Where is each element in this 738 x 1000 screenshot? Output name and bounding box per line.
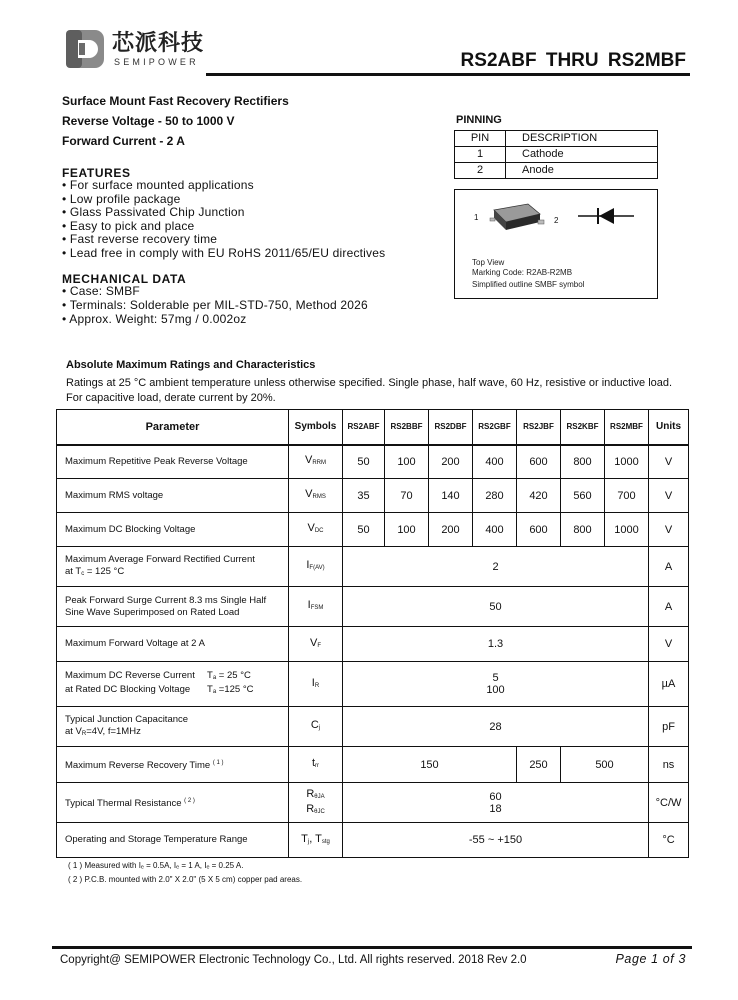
part-header: RS2KBF xyxy=(561,410,605,445)
row-symbol: $I_{F(AV)}$ xyxy=(289,547,343,587)
table-row xyxy=(57,783,689,823)
row-symbol: $I_R$ xyxy=(289,662,343,707)
row-value: -55 ~ +150 xyxy=(343,823,649,858)
row-unit: µA xyxy=(649,662,689,707)
header-rule xyxy=(206,73,690,76)
row-value: 140 xyxy=(429,479,473,513)
parameter-header: Parameter xyxy=(57,410,289,445)
pin-number: 2 xyxy=(455,163,506,179)
row-parameter: Maximum Reverse Recovery Time $^{( 1 )}$ xyxy=(57,747,289,783)
row-value: 200 xyxy=(429,513,473,547)
table-row xyxy=(57,747,689,783)
feature-item: • Glass Passivated Chip Junction xyxy=(62,205,245,219)
footnote: ( 2 ) P.C.B. mounted with 2.0" X 2.0" (5 X 5 cm) copper pad areas. xyxy=(68,875,303,884)
row-value: 60 18 xyxy=(343,783,649,823)
page-number: Page 1 of 3 xyxy=(615,952,686,966)
pin1-label: 1 xyxy=(474,213,479,222)
spec-line-type: Surface Mount Fast Recovery Rectifiers xyxy=(62,94,289,108)
mechanical-item: • Case: SMBF xyxy=(62,284,140,298)
row-parameter: Maximum Repetitive Peak Reverse Voltage xyxy=(57,445,289,479)
row-value: 200 xyxy=(429,445,473,479)
footer-rule xyxy=(52,946,692,949)
table-header-row xyxy=(57,410,689,445)
mechanical-title: MECHANICAL DATA xyxy=(62,272,187,286)
table-row xyxy=(57,479,689,513)
row-value: 1000 xyxy=(605,513,649,547)
row-parameter: Typical Thermal Resistance $^{( 2 )}$ xyxy=(57,783,289,823)
row-value: 1000 xyxy=(605,445,649,479)
footnote: ( 1 ) Measured with Iₑ = 0.5A, Iₑ = 1 A, Iₑ = 0.25 A. xyxy=(68,861,244,870)
brand-chinese-name: 芯派科技 xyxy=(112,30,205,55)
row-value: 420 xyxy=(517,479,561,513)
row-value: 800 xyxy=(561,445,605,479)
feature-item: • For surface mounted applications xyxy=(62,178,254,192)
row-value: 2 xyxy=(343,547,649,587)
row-value: 600 xyxy=(517,513,561,547)
row-parameter: Maximum RMS voltage xyxy=(57,479,289,513)
pinning-row xyxy=(455,163,658,179)
row-symbol: $V_F$ xyxy=(289,627,343,662)
row-value: 28 xyxy=(343,707,649,747)
row-value: 100 xyxy=(385,445,429,479)
row-value: 50 xyxy=(343,513,385,547)
row-unit: V xyxy=(649,513,689,547)
table-row xyxy=(57,662,689,707)
row-value: 1.3 xyxy=(343,627,649,662)
ratings-title: Absolute Maximum Ratings and Characteristics xyxy=(66,359,316,371)
ratings-table xyxy=(56,409,689,858)
table-row xyxy=(57,445,689,479)
table-row xyxy=(57,587,689,627)
pin-header: PIN xyxy=(455,131,506,147)
row-parameter: Maximum DC Reverse Current $T_a = 25$ °C at Rated DC Blocking Voltage $T_a =125$ °C xyxy=(57,662,289,707)
table-row xyxy=(57,823,689,858)
row-parameter: Peak Forward Surge Current 8.3 ms Single Half Sine Wave Superimposed on Rated Load xyxy=(57,587,289,627)
feature-item: • Lead free in comply with EU RoHS 2011/65/EU directives xyxy=(62,245,386,260)
row-unit: ns xyxy=(649,747,689,783)
ratings-note: Ratings at 25 °C ambient temperature unless otherwise specified. Single phase, half wave, 60 Hz, resistive or inductive load. xyxy=(66,377,673,389)
row-unit: °C/W xyxy=(649,783,689,823)
row-symbol: $t_{rr}$ xyxy=(289,747,343,783)
row-unit: A xyxy=(649,547,689,587)
row-value: 700 xyxy=(605,479,649,513)
row-parameter: Maximum Forward Voltage at 2 A xyxy=(57,627,289,662)
brand-english-name: SEMIPOWER xyxy=(114,57,199,67)
pinning-title: PINNING xyxy=(456,114,502,126)
part-header: RS2DBF xyxy=(429,410,473,445)
spec-line-current: Forward Current - 2 A xyxy=(62,134,185,148)
row-parameter: Typical Junction Capacitance at $V_R=4V$, f=1MHz xyxy=(57,707,289,747)
row-parameter: Operating and Storage Temperature Range xyxy=(57,823,289,858)
row-symbol: $V_{DC}$ xyxy=(289,513,343,547)
row-unit: pF xyxy=(649,707,689,747)
pin-description: Cathode xyxy=(506,147,658,163)
row-value: 560 xyxy=(561,479,605,513)
features-title: FEATURES xyxy=(62,166,131,180)
table-row xyxy=(57,627,689,662)
pinning-table xyxy=(454,130,658,179)
top-view-caption: Top View xyxy=(472,258,505,267)
outline-caption: Simplified outline SMBF symbol xyxy=(472,280,585,289)
copyright-text: Copyright@ SEMIPOWER Electronic Technology Co., Ltd. All rights reserved. 2018 Rev 2.0 xyxy=(60,954,527,966)
row-unit: V xyxy=(649,445,689,479)
row-value: 400 xyxy=(473,513,517,547)
table-row xyxy=(57,707,689,747)
row-value: 70 xyxy=(385,479,429,513)
row-value: 150 xyxy=(343,747,517,783)
row-unit: °C xyxy=(649,823,689,858)
part-header: RS2BBF xyxy=(385,410,429,445)
row-parameter: Maximum Average Forward Rectified Current at $T_c = 125$ °C xyxy=(57,547,289,587)
row-unit: A xyxy=(649,587,689,627)
row-symbol: $I_{FSM}$ xyxy=(289,587,343,627)
row-symbol: $T_j$, $T_{stg}$ xyxy=(289,823,343,858)
part-header: RS2ABF xyxy=(343,410,385,445)
pin-number: 1 xyxy=(455,147,506,163)
pinning-row xyxy=(455,147,658,163)
row-unit: V xyxy=(649,627,689,662)
row-value: 500 xyxy=(561,747,649,783)
pinning-header-row xyxy=(455,131,658,147)
diode-symbol-icon xyxy=(578,206,634,226)
row-value: 50 xyxy=(343,587,649,627)
row-value: 250 xyxy=(517,747,561,783)
row-symbol: $V_{RMS}$ xyxy=(289,479,343,513)
symbols-header: Symbols xyxy=(289,410,343,445)
feature-item: • Low profile package xyxy=(62,191,181,206)
row-value: 5 100 xyxy=(343,662,649,707)
row-value: 600 xyxy=(517,445,561,479)
spec-line-voltage: Reverse Voltage - 50 to 1000 V xyxy=(62,114,235,128)
pin2-label: 2 xyxy=(554,216,559,225)
row-value: 35 xyxy=(343,479,385,513)
row-unit: V xyxy=(649,479,689,513)
part-header: RS2MBF xyxy=(605,410,649,445)
pin-description: Anode xyxy=(506,163,658,179)
row-value: 800 xyxy=(561,513,605,547)
units-header: Units xyxy=(649,410,689,445)
mechanical-item: • Approx. Weight: 57mg / 0.002oz xyxy=(62,312,247,326)
part-header: RS2GBF xyxy=(473,410,517,445)
row-symbol: $V_{RRM}$ xyxy=(289,445,343,479)
ratings-note: For capacitive load, derate current by 20%. xyxy=(66,392,276,404)
table-row xyxy=(57,547,689,587)
table-row xyxy=(57,513,689,547)
semipower-logo-icon xyxy=(64,26,108,70)
row-value: 280 xyxy=(473,479,517,513)
document-title: RS2ABF THRU RS2MBF xyxy=(460,50,686,71)
mechanical-item: • Terminals: Solderable per MIL-STD-750, Method 2026 xyxy=(62,298,368,312)
row-value: 400 xyxy=(473,445,517,479)
feature-item: • Easy to pick and place xyxy=(62,218,195,233)
row-parameter: Maximum DC Blocking Voltage xyxy=(57,513,289,547)
row-value: 50 xyxy=(343,445,385,479)
row-symbol: $R_{\theta JA}$ $R_{\theta JC}$ xyxy=(289,783,343,823)
row-value: 100 xyxy=(385,513,429,547)
description-header: DESCRIPTION xyxy=(506,131,658,147)
part-header: RS2JBF xyxy=(517,410,561,445)
package-drawing-icon xyxy=(488,200,548,234)
marking-code-caption: Marking Code: R2AB-R2MB xyxy=(472,268,573,277)
row-symbol: $C_j$ xyxy=(289,707,343,747)
feature-item: • Fast reverse recovery time xyxy=(62,232,218,246)
